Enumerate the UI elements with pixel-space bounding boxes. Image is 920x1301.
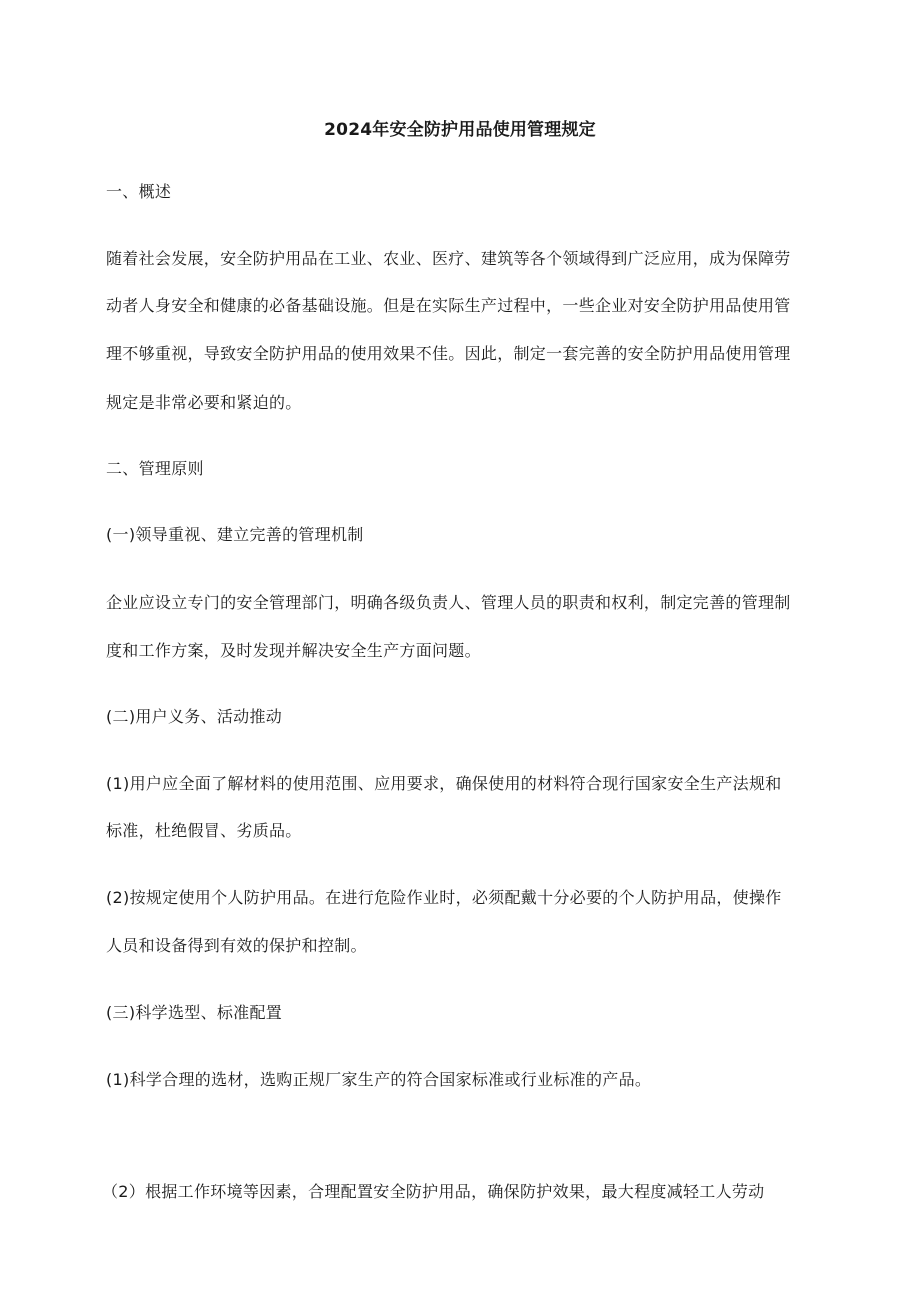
paragraph-line: 随着社会发展，安全防护用品在工业、农业、医疗、建筑等各个领域得到广泛应用，成为保障劳 [106,249,791,268]
subsection-heading: (一)领导重视、建立完善的管理机制 [106,525,364,544]
page-title: 2024年安全防护用品使用管理规定 [324,120,596,140]
list-item-line: (2)按规定使用个人防护用品。在进行危险作业时，必须配戴十分必要的个人防护用品，使操作 [106,888,782,907]
paragraph-line: 理不够重视，导致安全防护用品的使用效果不佳。因此，制定一套完善的安全防护用品使用管理 [106,344,791,363]
paragraph-line: 规定是非常必要和紧迫的。 [106,393,302,412]
section-heading-principles: 二、管理原则 [106,459,204,478]
list-item-line: （2）根据工作环境等因素，合理配置安全防护用品，确保防护效果，最大程度减轻工人劳动 [102,1182,765,1201]
paragraph-line: 度和工作方案，及时发现并解决安全生产方面问题。 [106,641,481,660]
subsection-heading: (二)用户义务、活动推动 [106,707,283,726]
section-heading-overview: 一、概述 [106,182,172,201]
list-item-line: 标准，杜绝假冒、劣质品。 [106,821,302,840]
paragraph-line: 企业应设立专门的安全管理部门，明确各级负责人、管理人员的职责和权利，制定完善的管理制 [106,593,791,612]
list-item-line: 人员和设备得到有效的保护和控制。 [106,936,367,955]
subsection-heading: (三)科学选型、标准配置 [106,1003,283,1022]
list-item-line: (1)科学合理的选材，选购正规厂家生产的符合国家标准或行业标准的产品。 [106,1070,652,1089]
paragraph-line: 动者人身安全和健康的必备基础设施。但是在实际生产过程中，一些企业对安全防护用品使用管 [106,296,791,315]
list-item-line: (1)用户应全面了解材料的使用范围、应用要求，确保使用的材料符合现行国家安全生产法规和 [106,774,782,793]
